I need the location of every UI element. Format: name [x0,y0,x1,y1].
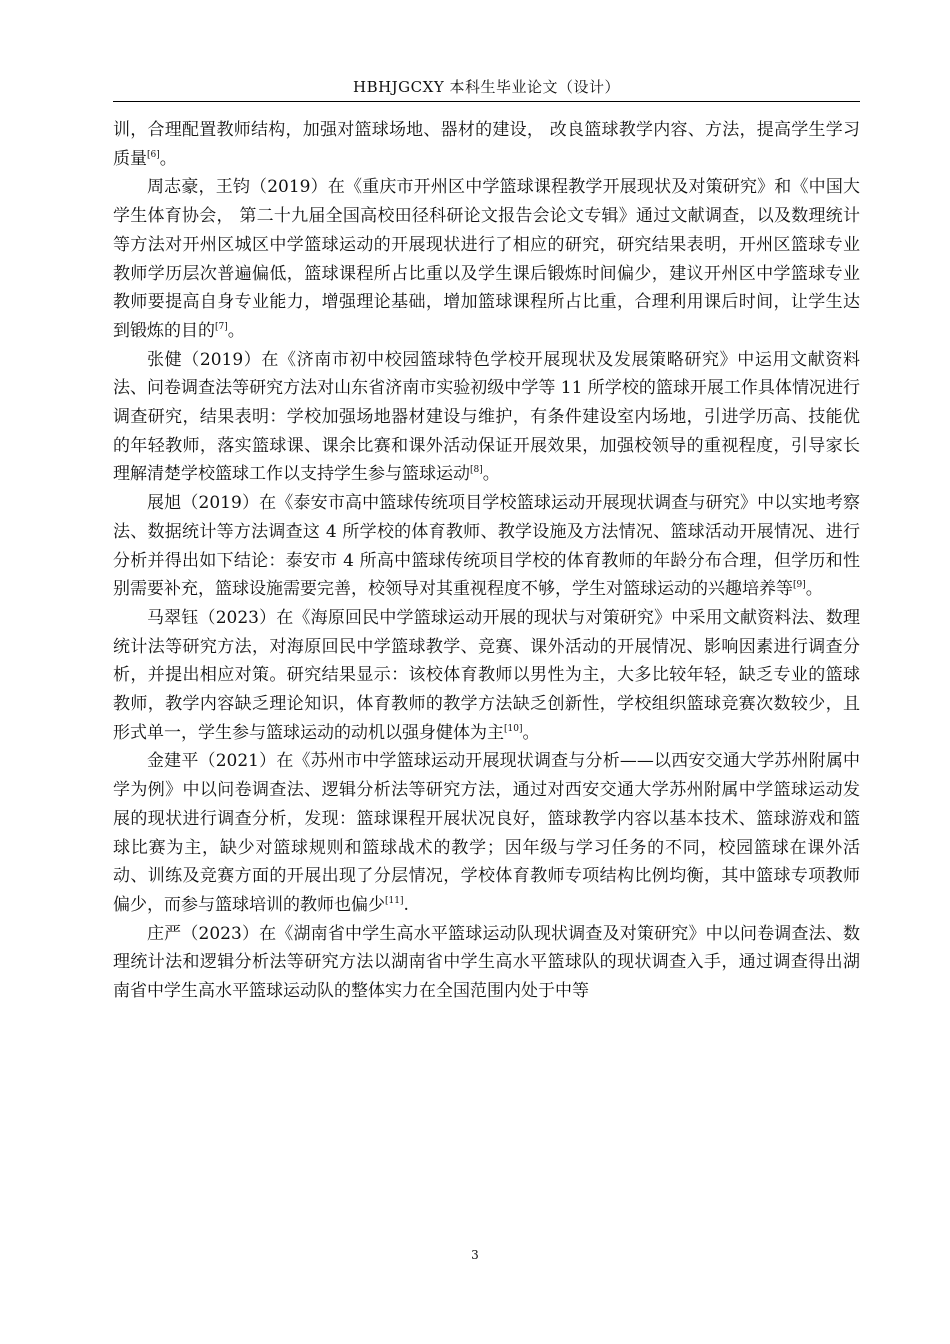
citation-ref: [6] [147,149,160,160]
header-rule [113,101,860,102]
paragraph-3 [113,346,860,490]
paragraph-text: 展旭（2019）在《泰安市高中篮球传统项目学校篮球运动开展现状调查与研究》中以实地考察法、数据统计等方法调查这 4 所学校的体育教师、教学设施及方法情况、篮球活动开展情况、进行分析并得出如下结论：泰安市 4 所高中篮球传统项目学校的体育教师的年龄分布合理，但学历和性别需要补充，篮球设施需要完善，校领导对其重视程度不够，学生对篮球运动的兴趣培养等 [113,493,860,600]
paragraph-1 [113,116,860,173]
paragraph-tail: 。 [482,464,500,485]
citation-ref: [9] [793,580,806,591]
paragraph-2 [113,173,860,345]
citation-ref: [8] [470,465,483,476]
page-header: HBHJGCXY 本科生毕业论文（设计） [352,78,620,96]
paragraph-tail: 。 [522,722,540,743]
body-text [113,116,860,1006]
paragraph-text: 周志豪，王钧（2019）在《重庆市开州区中学篮球课程教学开展现状及对策研究》和《中国大学生体育协会， 第二十九届全国高校田径科研论文报告会论文专辑》通过文献调查，以及数理统计等方法对开州区城区中学篮球运动的开展现状进行了相应的研究，研究结果表明，开州区篮球专业教师学历层次普遍偏低，篮球课程所占比重以及学生课后锻炼时间偏少，建议开州区中学篮球专业教师要提高自身专业能力，增强理论基础，增加篮球课程所占比重，合理利用课后时间，让学生达到锻炼的目的 [113,177,860,341]
paragraph-7 [113,920,860,1006]
paragraph-5 [113,604,860,748]
paragraph-text: 训，合理配置教师结构，加强对篮球场地、器材的建设， 改良篮球教学内容、方法，提高学生学习质量 [113,120,860,169]
citation-ref: [7] [215,321,228,332]
paragraph-tail: 。 [159,148,177,169]
paragraph-text: 庄严（2023）在《湖南省中学生高水平篮球运动队现状调查及对策研究》中以问卷调查法、数理统计法和逻辑分析法等研究方法以湖南省中学生高水平篮球队的现状调查入手，通过调查得出湖南省中学生高水平篮球运动队的整体实力在全国范围内处于中等 [113,923,860,1002]
paragraph-text: 张健（2019）在《济南市初中校园篮球特色学校开展现状及发展策略研究》中运用文献资料法、问卷调查法等研究方法对山东省济南市实验初级中学等 11 所学校的篮球开展工作具体情况进行调查研究，结果表明：学校加强场地器材建设与维护，有条件建设室内场地，引进学历高、技能优的年轻教师，落实篮球课、课余比赛和课外活动保证开展效果，加强校领导的重视程度，引导家长理解清楚学校篮球工作以支持学生参与篮球运动 [113,349,860,485]
citation-ref: [11] [385,895,404,906]
paragraph-text: 金建平（2021）在《苏州市中学篮球运动开展现状调查与分析——以西安交通大学苏州附属中学为例》中以问卷调查法、逻辑分析法等研究方法，通过对西安交通大学苏州附属中学篮球运动发展的现状进行调查分析，发现：篮球课程开展状况良好，篮球教学内容以基本技术、篮球游戏和篮球比赛为主，缺少对篮球规则和篮球战术的教学；因年级与学习任务的不同，校园篮球在课外活动、训练及竞赛方面的开展出现了分层情况，学校体育教师专项结构比例均衡，其中篮球专项教师偏少，而参与篮球培训的教师也偏少 [113,751,860,915]
paragraph-tail: 。 [805,579,823,600]
paragraph-6 [113,747,860,919]
page-number: 3 [471,1248,479,1262]
paragraph-tail: . [403,894,409,915]
paragraph-tail: 。 [227,320,245,341]
paragraph-text: 马翠钰（2023）在《海原回民中学篮球运动开展的现状与对策研究》中采用文献资料法、数理统计法等研究方法，对海原回民中学篮球教学、竞赛、课外活动的开展情况、影响因素进行调查分析，并提出相应对策。研究结果显示：该校体育教师以男性为主，大多比较年轻，缺乏专业的篮球教师，教学内容缺乏理论知识，体育教师的教学方法缺乏创新性，学校组织篮球竞赛次数较少，且形式单一，学生参与篮球运动的动机以强身健体为主 [113,607,860,743]
citation-ref: [10] [504,723,523,734]
paragraph-4 [113,489,860,604]
